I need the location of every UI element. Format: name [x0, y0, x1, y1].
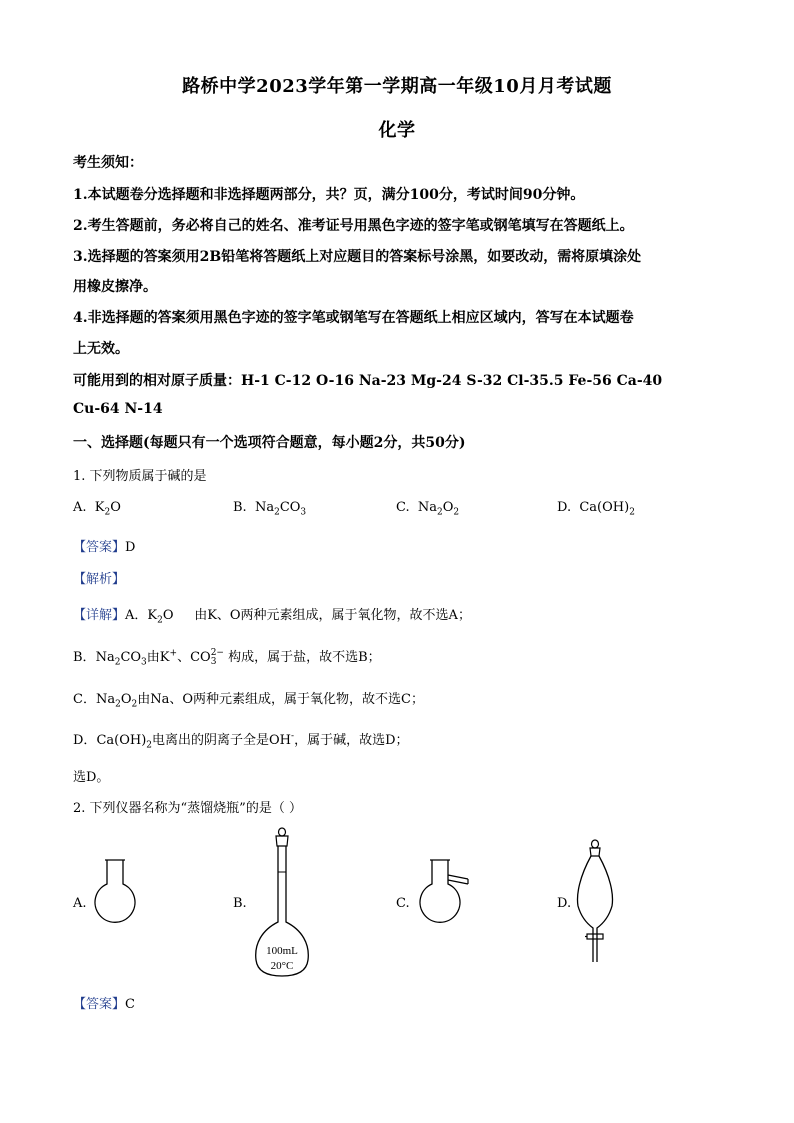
volumetric-flask-icon	[250, 826, 314, 982]
atomic-mass-line-2: Cu-64 N-14	[73, 401, 163, 417]
q1-detail-b-prefix: B．	[73, 650, 96, 665]
subject-title: 化学	[378, 120, 416, 141]
q2-option-b-label: B.	[233, 896, 247, 911]
q1-detail-d-tail: ，属于碱，故选D；	[294, 733, 409, 748]
separatory-funnel-icon	[572, 836, 618, 966]
q1-detail-a-prefix: A．	[125, 608, 148, 623]
q1-detail-b-sep: 、	[177, 650, 191, 665]
flask-volume-label: 100mL	[266, 945, 298, 957]
exam-title: 路桥中学2023学年第一学期高一年级10月月考试题	[182, 76, 612, 97]
q2-stem: 2. 下列仪器名称为“蒸馏烧瓶”的是（ ）	[73, 801, 302, 816]
q1-option-d-label: D.	[557, 500, 572, 515]
q1-detail-d-sup: -	[291, 731, 295, 742]
flask-temp-label: 20°C	[270, 960, 294, 972]
q1-stem: 1. 下列物质属于碱的是	[73, 469, 207, 484]
q1-detail-d-prefix: D．	[73, 733, 97, 748]
q1-detail-a-text: 由K、O两种元素组成，属于氧化物，故不选A；	[194, 608, 471, 623]
atomic-mass-line-1: 可能用到的相对原子质量：H-1 C-12 O-16 Na-23 Mg-24 S-32 Cl-35.5 Fe-56 Ca-40	[73, 373, 663, 389]
q2-answer	[73, 993, 135, 1012]
q1-option-d: D. $Ca(OH)_2$	[557, 500, 635, 518]
q1-detail-b-mid: 由	[146, 650, 160, 665]
q1-detail-tag: 【详解】	[73, 608, 126, 623]
q1-option-c-label: C.	[396, 500, 410, 515]
q1-answer-value: D	[125, 540, 136, 555]
distillation-flask-icon	[410, 858, 474, 938]
q2-option-d-label: D.	[557, 896, 572, 911]
q1-detail-b: B．$Na_2CO_3$由K+、CO 2− 3 构成，属于盐，故不选B；	[73, 647, 381, 668]
q1-conclusion: 选D。	[73, 770, 110, 785]
q2-answer-tag: 【答案】	[73, 997, 126, 1012]
q1-answer-tag: 【答案】	[73, 540, 126, 555]
q1-detail-c-text: 由Na、O两种元素组成，属于氧化物，故不选C；	[137, 692, 424, 707]
q1-answer	[73, 536, 135, 555]
q1-detail-d-text: 电离出的阴离子全是OH	[152, 733, 292, 748]
q1-detail-c-prefix: C．	[73, 692, 96, 707]
q1-detail-d: D．$Ca(OH)_2$电离出的阴离子全是OH-，属于碱，故选D；	[73, 731, 409, 751]
q2-answer-value: C	[125, 997, 135, 1012]
q1-option-b: B. $Na_2CO_3$	[233, 500, 307, 518]
q1-detail-b-text: 构成，属于盐，故不选B；	[228, 650, 381, 665]
q1-analysis-tag: 【解析】	[73, 572, 126, 587]
q1-option-a: A. $K_2O$	[73, 500, 121, 518]
notice-item-1: 1.本试题卷分选择题和非选择题两部分，共？页，满分100分，考试时间90分钟。	[73, 187, 585, 203]
notice-heading: 考生须知：	[73, 155, 143, 171]
q1-option-a-label: A.	[73, 500, 87, 515]
q2-option-c-label: C.	[396, 896, 410, 911]
round-bottom-flask-icon	[85, 858, 145, 938]
notice-item-2: 2.考生答题前，务必将自己的姓名、准考证号用黑色字迹的签字笔或钢笔填写在答题纸上。	[73, 218, 634, 234]
q1-detail-a: 【详解】A．$K_2O$ 由K、O两种元素组成，属于氧化物，故不选A；	[73, 608, 471, 626]
q1-option-c: C. $Na_2O_2$	[396, 500, 460, 518]
notice-item-3-line2: 用橡皮擦净。	[73, 279, 157, 295]
notice-item-4-line2: 上无效。	[73, 341, 129, 357]
q2-option-a-label: A.	[73, 896, 87, 911]
q1-detail-c: C．$Na_2O_2$由Na、O两种元素组成，属于氧化物，故不选C；	[73, 692, 424, 710]
notice-item-3-line1: 3.选择题的答案须用2B铅笔将答题纸上对应题目的答案标号涂黑，如要改动，需将原填涂处	[73, 249, 642, 265]
q1-option-b-label: B.	[233, 500, 247, 515]
section-heading: 一、选择题(每题只有一个选项符合题意，每小题2分，共50分)	[73, 435, 466, 451]
notice-item-4-line1: 4.非选择题的答案须用黑色字迹的签字笔或钢笔写在答题纸上相应区域内，答写在本试题卷	[73, 310, 634, 326]
